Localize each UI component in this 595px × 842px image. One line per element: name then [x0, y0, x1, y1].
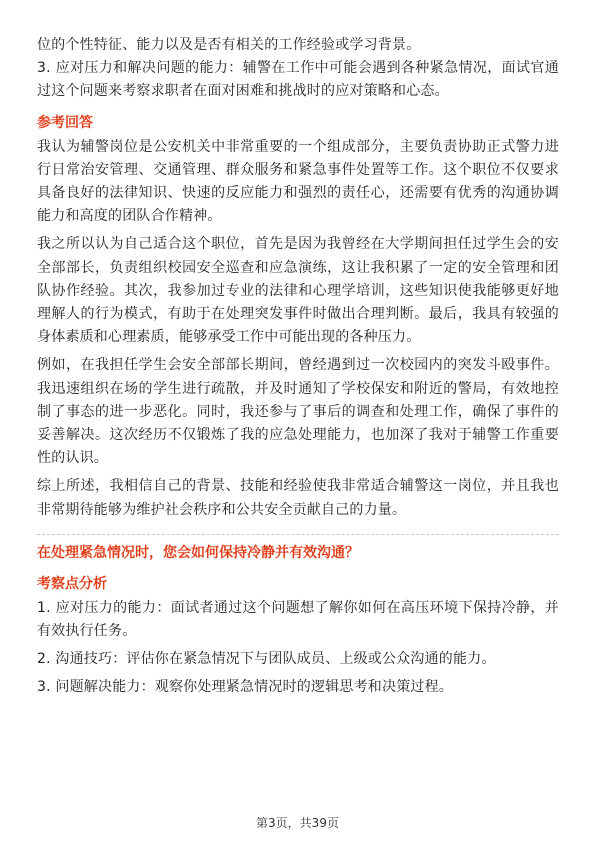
- answer-paragraph: 我认为辅警岗位是公安机关中非常重要的一个组成部分，主要负责协助正式警力进行日常治安管理、交通管理、群众服务和紧急事件处置等工作。这个职位不仅要求具备良好的法律知识、快速的反应能力和强烈的责任心，还需要有优秀的沟通协调能力和高度的团队合作精神。: [37, 138, 559, 225]
- question-title: 在处理紧急情况时，您会如何保持冷静并有效沟通？: [37, 544, 359, 561]
- page-content: [37, 34, 559, 700]
- analysis-point: 1. 应对压力的能力：面试者通过这个问题想了解你如何在高压环境下保持冷静，并有效执行任务。: [37, 599, 559, 640]
- body-paragraph: 位的个性特征、能力以及是否有相关的工作经验或学习背景。: [37, 37, 421, 53]
- answer-paragraph: 例如，在我担任学生会安全部部长期间，曾经遇到过一次校园内的突发斗殴事件。我迅速组织在场的学生进行疏散，并及时通知了学校保安和附近的警局，有效地控制了事态的进一步恶化。同时，我还参与了事后的调查和处理工作，确保了事件的妥善解决。这次经历不仅锻炼了我的应急处理能力，也加深了我对于辅警工作重要性的认识。: [37, 357, 559, 467]
- answer-paragraph: 综上所述，我相信自己的背景、技能和经验使我非常适合辅警这一岗位，并且我也非常期待能够为维护社会秩序和公共安全贡献自己的力量。: [37, 478, 559, 518]
- reference-answer-label: 参考回答: [37, 114, 93, 131]
- page-number: 第3页，共39页: [256, 816, 339, 830]
- section-divider: [37, 534, 559, 535]
- answer-paragraph: 我之所以认为自己适合这个职位，首先是因为我曾经在大学期间担任过学生会的安全部部长，负责组织校园安全巡查和应急演练，这让我积累了一定的安全管理和团队协作经验。其次，我参加过专业的法律和心理学培训，这些知识使我能够更好地理解人的行为模式，有助于在处理突发事件时做出合理判断。最后，我具有较强的身体素质和心理素质，能够承受工作中可能出现的各种压力。: [37, 236, 559, 346]
- analysis-point: 3. 问题解决能力：观察你处理紧急情况时的逻辑思考和决策过程。: [37, 679, 454, 696]
- body-paragraph: 3. 应对压力和解决问题的能力：辅警在工作中可能会遇到各种紧急情况，面试官通过这个问题来考察求职者在面对困难和挑战时的应对策略和心态。: [37, 60, 559, 100]
- analysis-label: 考察点分析: [37, 575, 107, 592]
- analysis-point: 2. 沟通技巧：评估你在紧急情况下与团队成员、上级或公众沟通的能力。: [37, 651, 496, 668]
